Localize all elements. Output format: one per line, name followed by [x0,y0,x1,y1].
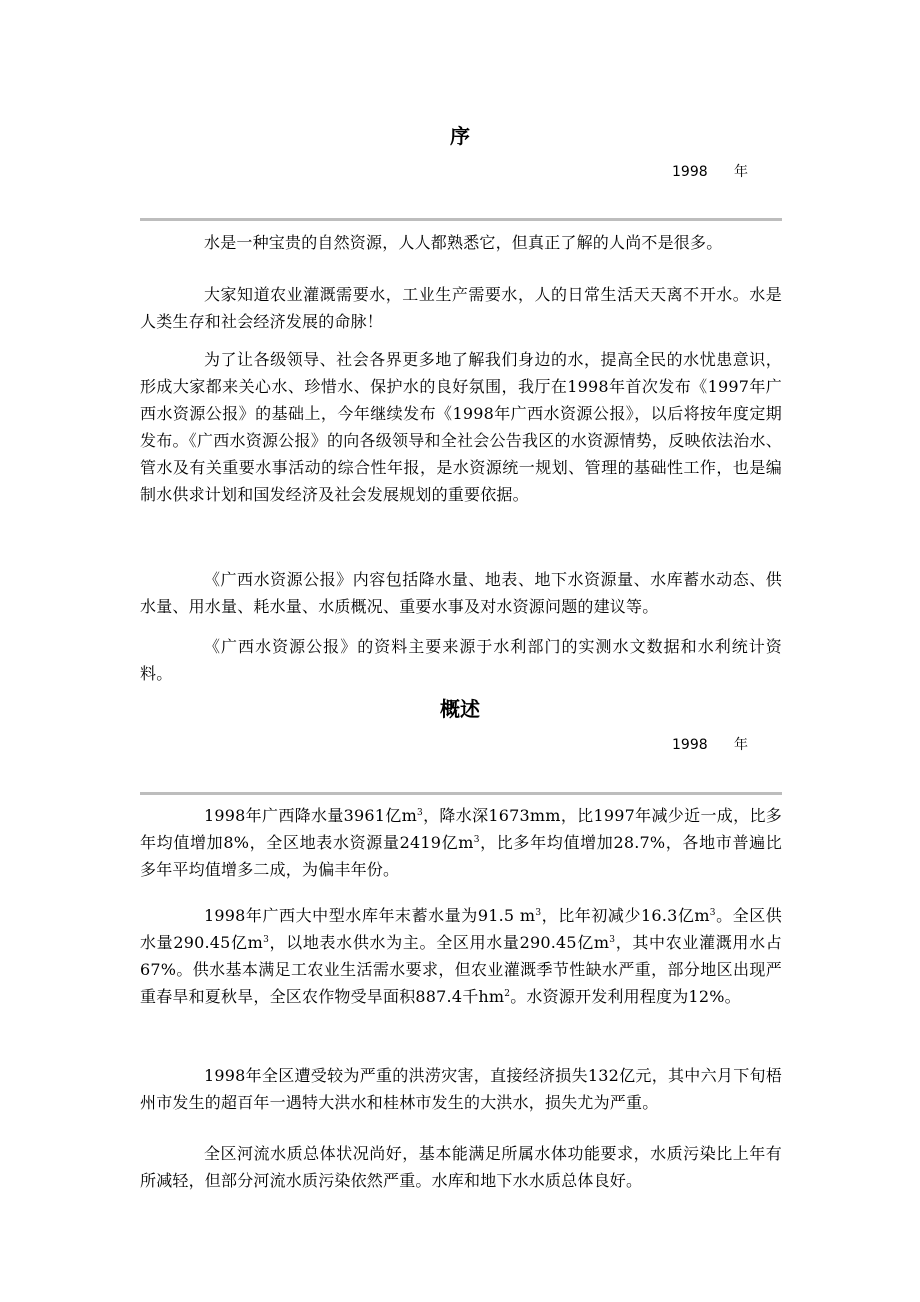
overview-p2-part-b: ，比年初减少16.3亿m [541,906,710,925]
overview-p2-part-e: ，其中农业灌溉用水占67%。供水基本满足工农业生活需水要求，但农业灌溉季节性缺水严重，部分地区出现严重春旱和夏秋旱，全区农作物受旱面积887.4千hm [140,933,782,1006]
superscript-3: 3 [417,808,423,818]
preface-date-unit: 年 [734,164,748,180]
overview-paragraph-2 [140,902,782,1037]
preface-divider [140,218,782,221]
overview-date-unit: 年 [734,737,748,753]
superscript-2: 2 [504,989,511,999]
superscript-3: 3 [473,835,480,845]
preface-title: 序 [450,124,470,148]
preface-paragraph-1: 水是一种宝贵的自然资源，人人都熟悉它，但真正了解的人尚不是很多。 [204,233,723,252]
overview-paragraph-4: 全区河流水质总体状况尚好，基本能满足所属水体功能要求，水质污染比上年有所减轻，但部分河流水质污染依然严重。水库和地下水水质总体良好。 [140,1144,782,1190]
overview-p1-part-b: ，降水深1673mm，比1997年减少近一成，比多年均值增加8%，全区地表水资源量2419亿m [140,806,782,852]
overview-p2-part-a: 1998年广西大中型水库年末蓄水量为91.5 m [204,906,536,925]
overview-divider [140,792,782,795]
overview-paragraph-3: 1998年全区遭受较为严重的洪涝灾害，直接经济损失132亿元，其中六月下旬梧州市发生的超百年一遇特大洪水和桂林市发生的大洪水，损失尤为严重。 [140,1066,782,1112]
superscript-3: 3 [535,908,542,918]
preface-paragraph-4: 《广西水资源公报》内容包括降水量、地表、地下水资源量、水库蓄水动态、供水量、用水量、耗水量、水质概况、重要水事及对水资源问题的建议等。 [140,570,782,616]
preface-date-year: 1998 [672,164,708,180]
preface-dateline [672,163,748,181]
preface-paragraph-5: 《广西水资源公报》的资料主要来源于水利部门的实测水文数据和水利统计资料。 [140,637,782,683]
superscript-3: 3 [709,908,716,918]
overview-dateline [672,736,748,754]
overview-p2-part-f: 。水资源开发利用程度为12%。 [510,987,741,1006]
overview-p1-part-a: 1998年广西降水量3961亿m [204,806,418,825]
overview-p2-part-c: 。全区供水量290.45亿m [140,906,782,952]
overview-date-year: 1998 [672,737,708,753]
overview-p2-part-d: ，以地表水供水为主。全区用水量290.45亿m [269,933,610,952]
overview-p1-part-c: ，比多年均值增加28.7%，各地市普遍比多年平均值增多二成，为偏丰年份。 [140,833,782,879]
preface-paragraph-3: 为了让各级领导、社会各界更多地了解我们身边的水，提高全民的水忧患意识，形成大家都来关心水、珍惜水、保护水的良好氛围，我厅在1998年首次发布《1997年广西水资源公报》的基础上，今年继续发布《1998年广西水资源公报》，以后将按年度定期发布。《广西水资源公报》的向各级领导和全社会公告我区的水资源情势，反映依法治水、管水及有关重要水事活动的综合性年报，是水资源统一规划、管理的基础性工作，也是编制水供求计划和国发经济及社会发展规划的重要依据。 [140,350,782,504]
preface-paragraph-2: 大家知道农业灌溉需要水，工业生产需要水，人的日常生活天天离不开水。水是人类生存和社会经济发展的命脉！ [140,285,782,331]
superscript-3: 3 [263,935,269,945]
overview-paragraph-1 [140,802,782,883]
superscript-3: 3 [609,935,616,945]
overview-title: 概述 [440,697,480,721]
